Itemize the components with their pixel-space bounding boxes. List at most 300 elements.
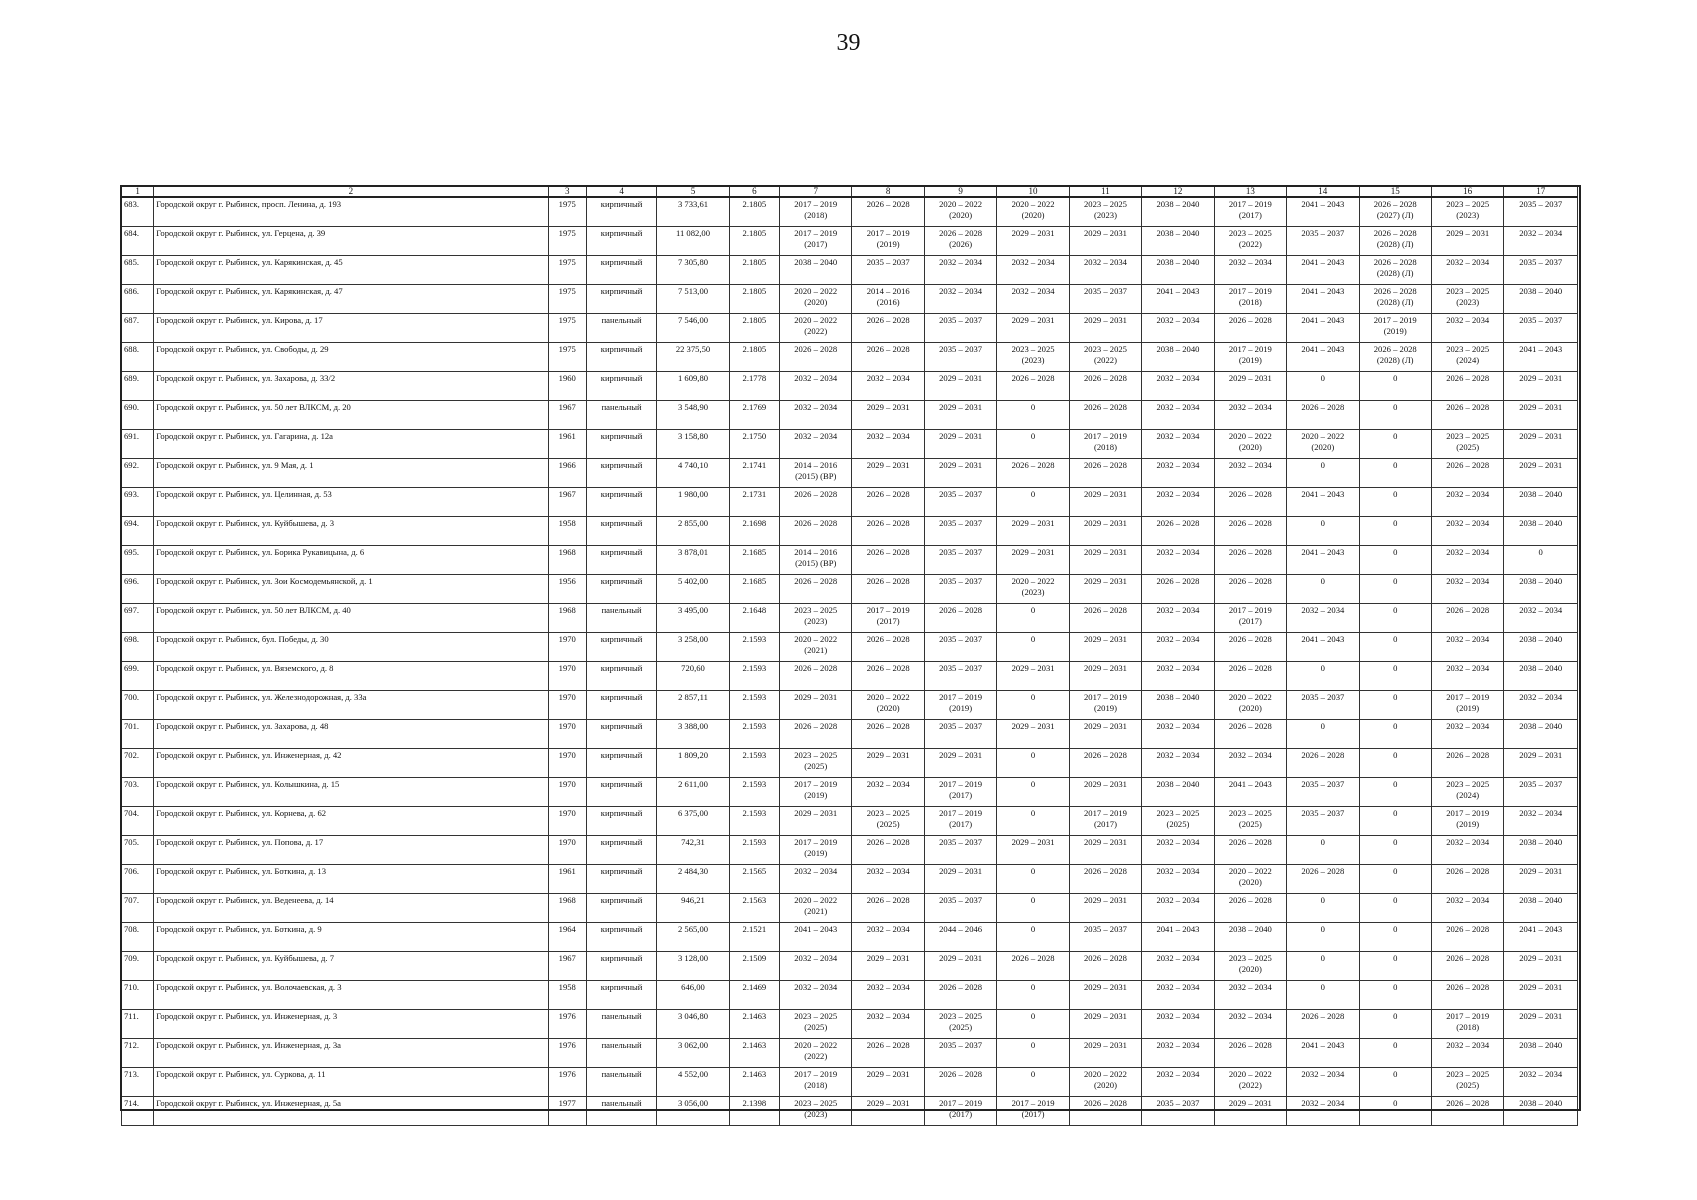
- col-14-cell: 2026 – 2028: [1287, 749, 1359, 778]
- row-number-cell: 704.: [122, 807, 154, 836]
- col-17-cell: 2038 – 2040: [1504, 488, 1578, 517]
- build-year-cell: 1958: [548, 517, 586, 546]
- col-7-cell: 2023 – 2025 (2025): [780, 1010, 852, 1039]
- col-15-cell: 0: [1359, 691, 1431, 720]
- col-10-cell: 0: [997, 1039, 1069, 1068]
- area-cell: 3 733,61: [657, 197, 729, 227]
- col-7-cell: 2023 – 2025 (2023): [780, 604, 852, 633]
- col-10-cell: 0: [997, 691, 1069, 720]
- col-16-cell: 2026 – 2028: [1431, 372, 1503, 401]
- col-8-cell: 2023 – 2025 (2025): [852, 807, 924, 836]
- col-11-cell: 2026 – 2028: [1069, 1097, 1141, 1126]
- col-13-cell: 2041 – 2043: [1214, 778, 1286, 807]
- col-7-cell: 2017 – 2019 (2017): [780, 227, 852, 256]
- col-16-cell: 2029 – 2031: [1431, 227, 1503, 256]
- address-cell: Городской округ г. Рыбинск, ул. Гагарина, д. 12а: [154, 430, 548, 459]
- build-year-cell: 1977: [548, 1097, 586, 1126]
- table-row: [122, 1068, 1578, 1097]
- area-cell: 7 305,80: [657, 256, 729, 285]
- col-12-cell: 2032 – 2034: [1142, 952, 1214, 981]
- col-7-cell: 2014 – 2016 (2015) (ВР): [780, 459, 852, 488]
- row-number-cell: 691.: [122, 430, 154, 459]
- col-7-cell: 2026 – 2028: [780, 343, 852, 372]
- col-8-cell: 2026 – 2028: [852, 197, 924, 227]
- table-row: [122, 517, 1578, 546]
- col-12-cell: 2041 – 2043: [1142, 923, 1214, 952]
- wall-material-cell: кирпичный: [586, 720, 656, 749]
- col-11-cell: 2029 – 2031: [1069, 575, 1141, 604]
- ranking-code-cell: 2.1805: [729, 227, 779, 256]
- col-15-cell: 0: [1359, 1010, 1431, 1039]
- build-year-cell: 1975: [548, 285, 586, 314]
- ranking-code-cell: 2.1805: [729, 343, 779, 372]
- col-9-cell: 2017 – 2019 (2019): [924, 691, 996, 720]
- build-year-cell: 1968: [548, 894, 586, 923]
- col-7-cell: 2023 – 2025 (2023): [780, 1097, 852, 1126]
- area-cell: 1 980,00: [657, 488, 729, 517]
- col-9-cell: 2035 – 2037: [924, 343, 996, 372]
- table-row: [122, 981, 1578, 1010]
- col-16-cell: 2032 – 2034: [1431, 314, 1503, 343]
- col-10-cell: 2029 – 2031: [997, 836, 1069, 865]
- col-11-cell: 2026 – 2028: [1069, 749, 1141, 778]
- col-12-cell: 2038 – 2040: [1142, 227, 1214, 256]
- address-cell: Городской округ г. Рыбинск, ул. Герцена, д. 39: [154, 227, 548, 256]
- wall-material-cell: кирпичный: [586, 372, 656, 401]
- col-17-cell: 2029 – 2031: [1504, 372, 1578, 401]
- col-10-cell: 2026 – 2028: [997, 372, 1069, 401]
- col-9-cell: 2029 – 2031: [924, 749, 996, 778]
- row-number-cell: 683.: [122, 197, 154, 227]
- wall-material-cell: кирпичный: [586, 256, 656, 285]
- col-11-cell: 2029 – 2031: [1069, 1010, 1141, 1039]
- col-16-cell: 2032 – 2034: [1431, 575, 1503, 604]
- col-9-cell: 2026 – 2028 (2026): [924, 227, 996, 256]
- col-15-cell: 0: [1359, 865, 1431, 894]
- ranking-code-cell: 2.1648: [729, 604, 779, 633]
- table-row: [122, 865, 1578, 894]
- area-cell: 3 388,00: [657, 720, 729, 749]
- table-row: [122, 256, 1578, 285]
- ranking-code-cell: 2.1593: [729, 633, 779, 662]
- col-14-cell: 2041 – 2043: [1287, 633, 1359, 662]
- col-9-cell: 2017 – 2019 (2017): [924, 807, 996, 836]
- col-12-cell: 2032 – 2034: [1142, 1068, 1214, 1097]
- col-7-cell: 2023 – 2025 (2025): [780, 749, 852, 778]
- col-11-cell: 2017 – 2019 (2018): [1069, 430, 1141, 459]
- col-14-cell: 0: [1287, 952, 1359, 981]
- column-header-1: 1: [122, 187, 154, 198]
- wall-material-cell: панельный: [586, 401, 656, 430]
- column-header-13: 13: [1214, 187, 1286, 198]
- address-cell: Городской округ г. Рыбинск, ул. Боткина, д. 9: [154, 923, 548, 952]
- ranking-code-cell: 2.1593: [729, 749, 779, 778]
- wall-material-cell: кирпичный: [586, 894, 656, 923]
- col-10-cell: 0: [997, 401, 1069, 430]
- col-16-cell: 2026 – 2028: [1431, 981, 1503, 1010]
- col-9-cell: 2023 – 2025 (2025): [924, 1010, 996, 1039]
- ranking-code-cell: 2.1398: [729, 1097, 779, 1126]
- col-17-cell: 2029 – 2031: [1504, 749, 1578, 778]
- col-15-cell: 0: [1359, 1068, 1431, 1097]
- address-cell: Городской округ г. Рыбинск, ул. 9 Мая, д. 1: [154, 459, 548, 488]
- address-cell: Городской округ г. Рыбинск, ул. Захарова, д. 48: [154, 720, 548, 749]
- wall-material-cell: кирпичный: [586, 836, 656, 865]
- col-17-cell: 2029 – 2031: [1504, 401, 1578, 430]
- col-9-cell: 2026 – 2028: [924, 981, 996, 1010]
- col-10-cell: 2032 – 2034: [997, 256, 1069, 285]
- col-17-cell: 2032 – 2034: [1504, 807, 1578, 836]
- col-12-cell: 2026 – 2028: [1142, 517, 1214, 546]
- col-14-cell: 2026 – 2028: [1287, 401, 1359, 430]
- area-cell: 646,00: [657, 981, 729, 1010]
- address-cell: Городской округ г. Рыбинск, ул. Веденеева, д. 14: [154, 894, 548, 923]
- ranking-code-cell: 2.1805: [729, 256, 779, 285]
- col-7-cell: 2038 – 2040: [780, 256, 852, 285]
- table-row: [122, 604, 1578, 633]
- ranking-code-cell: 2.1698: [729, 517, 779, 546]
- col-10-cell: 2029 – 2031: [997, 517, 1069, 546]
- col-7-cell: 2026 – 2028: [780, 517, 852, 546]
- col-12-cell: 2032 – 2034: [1142, 865, 1214, 894]
- col-13-cell: 2026 – 2028: [1214, 314, 1286, 343]
- address-cell: Городской округ г. Рыбинск, ул. Попова, д. 17: [154, 836, 548, 865]
- wall-material-cell: кирпичный: [586, 749, 656, 778]
- col-12-cell: 2041 – 2043: [1142, 285, 1214, 314]
- col-17-cell: 2038 – 2040: [1504, 633, 1578, 662]
- col-14-cell: 2035 – 2037: [1287, 227, 1359, 256]
- row-number-cell: 703.: [122, 778, 154, 807]
- table-row: [122, 894, 1578, 923]
- col-12-cell: 2032 – 2034: [1142, 662, 1214, 691]
- col-8-cell: 2026 – 2028: [852, 314, 924, 343]
- col-9-cell: 2020 – 2022 (2020): [924, 197, 996, 227]
- area-cell: 1 809,20: [657, 749, 729, 778]
- row-number-cell: 706.: [122, 865, 154, 894]
- table-header-row: [122, 187, 1578, 198]
- col-17-cell: 0: [1504, 546, 1578, 575]
- table-row: [122, 749, 1578, 778]
- col-7-cell: 2026 – 2028: [780, 488, 852, 517]
- col-13-cell: 2032 – 2034: [1214, 981, 1286, 1010]
- row-number-cell: 697.: [122, 604, 154, 633]
- col-8-cell: 2032 – 2034: [852, 865, 924, 894]
- col-13-cell: 2023 – 2025 (2022): [1214, 227, 1286, 256]
- wall-material-cell: кирпичный: [586, 343, 656, 372]
- col-13-cell: 2032 – 2034: [1214, 459, 1286, 488]
- col-9-cell: 2029 – 2031: [924, 952, 996, 981]
- table-row: [122, 430, 1578, 459]
- col-9-cell: 2029 – 2031: [924, 459, 996, 488]
- col-8-cell: 2029 – 2031: [852, 401, 924, 430]
- col-16-cell: 2032 – 2034: [1431, 256, 1503, 285]
- col-16-cell: 2032 – 2034: [1431, 836, 1503, 865]
- area-cell: 742,31: [657, 836, 729, 865]
- col-8-cell: 2026 – 2028: [852, 546, 924, 575]
- col-7-cell: 2017 – 2019 (2018): [780, 197, 852, 227]
- col-12-cell: 2032 – 2034: [1142, 749, 1214, 778]
- build-year-cell: 1975: [548, 314, 586, 343]
- col-10-cell: 2029 – 2031: [997, 314, 1069, 343]
- wall-material-cell: кирпичный: [586, 488, 656, 517]
- col-15-cell: 2026 – 2028 (2028) (Л): [1359, 343, 1431, 372]
- col-16-cell: 2032 – 2034: [1431, 894, 1503, 923]
- col-12-cell: 2032 – 2034: [1142, 372, 1214, 401]
- col-13-cell: 2017 – 2019 (2019): [1214, 343, 1286, 372]
- area-cell: 3 062,00: [657, 1039, 729, 1068]
- col-17-cell: 2038 – 2040: [1504, 1097, 1578, 1126]
- column-header-11: 11: [1069, 187, 1141, 198]
- col-8-cell: 2032 – 2034: [852, 778, 924, 807]
- col-13-cell: 2029 – 2031: [1214, 1097, 1286, 1126]
- col-12-cell: 2032 – 2034: [1142, 314, 1214, 343]
- col-13-cell: 2032 – 2034: [1214, 1010, 1286, 1039]
- table-row: [122, 227, 1578, 256]
- address-cell: Городской округ г. Рыбинск, ул. Вяземского, д. 8: [154, 662, 548, 691]
- col-10-cell: 0: [997, 923, 1069, 952]
- address-cell: Городской округ г. Рыбинск, ул. Суркова, д. 11: [154, 1068, 548, 1097]
- ranking-code-cell: 2.1565: [729, 865, 779, 894]
- area-cell: 2 611,00: [657, 778, 729, 807]
- ranking-code-cell: 2.1593: [729, 720, 779, 749]
- col-14-cell: 2041 – 2043: [1287, 314, 1359, 343]
- build-year-cell: 1970: [548, 836, 586, 865]
- col-17-cell: 2032 – 2034: [1504, 604, 1578, 633]
- ranking-code-cell: 2.1463: [729, 1068, 779, 1097]
- col-13-cell: 2029 – 2031: [1214, 372, 1286, 401]
- col-15-cell: 0: [1359, 430, 1431, 459]
- col-15-cell: 0: [1359, 894, 1431, 923]
- col-15-cell: 0: [1359, 1039, 1431, 1068]
- area-cell: 7 546,00: [657, 314, 729, 343]
- col-13-cell: 2026 – 2028: [1214, 575, 1286, 604]
- col-11-cell: 2029 – 2031: [1069, 488, 1141, 517]
- col-9-cell: 2029 – 2031: [924, 865, 996, 894]
- col-7-cell: 2014 – 2016 (2015) (ВР): [780, 546, 852, 575]
- col-8-cell: 2017 – 2019 (2017): [852, 604, 924, 633]
- area-cell: 2 855,00: [657, 517, 729, 546]
- wall-material-cell: панельный: [586, 314, 656, 343]
- row-number-cell: 713.: [122, 1068, 154, 1097]
- build-year-cell: 1976: [548, 1039, 586, 1068]
- build-year-cell: 1970: [548, 633, 586, 662]
- row-number-cell: 684.: [122, 227, 154, 256]
- col-11-cell: 2029 – 2031: [1069, 894, 1141, 923]
- col-10-cell: 2020 – 2022 (2023): [997, 575, 1069, 604]
- col-11-cell: 2029 – 2031: [1069, 546, 1141, 575]
- col-8-cell: 2032 – 2034: [852, 923, 924, 952]
- address-cell: Городской округ г. Рыбинск, ул. Свободы, д. 29: [154, 343, 548, 372]
- col-12-cell: 2038 – 2040: [1142, 256, 1214, 285]
- col-7-cell: 2020 – 2022 (2021): [780, 633, 852, 662]
- col-10-cell: 2029 – 2031: [997, 720, 1069, 749]
- col-7-cell: 2041 – 2043: [780, 923, 852, 952]
- col-14-cell: 2041 – 2043: [1287, 285, 1359, 314]
- col-15-cell: 0: [1359, 459, 1431, 488]
- row-number-cell: 689.: [122, 372, 154, 401]
- col-10-cell: 2023 – 2025 (2023): [997, 343, 1069, 372]
- col-15-cell: 0: [1359, 575, 1431, 604]
- col-9-cell: 2032 – 2034: [924, 256, 996, 285]
- col-11-cell: 2035 – 2037: [1069, 285, 1141, 314]
- address-cell: Городской округ г. Рыбинск, ул. 50 лет ВЛКСМ, д. 20: [154, 401, 548, 430]
- col-8-cell: 2026 – 2028: [852, 343, 924, 372]
- wall-material-cell: кирпичный: [586, 662, 656, 691]
- col-10-cell: 0: [997, 1068, 1069, 1097]
- area-cell: 6 375,00: [657, 807, 729, 836]
- ranking-code-cell: 2.1731: [729, 488, 779, 517]
- col-13-cell: 2017 – 2019 (2017): [1214, 197, 1286, 227]
- col-8-cell: 2035 – 2037: [852, 256, 924, 285]
- col-15-cell: 0: [1359, 633, 1431, 662]
- col-16-cell: 2017 – 2019 (2019): [1431, 691, 1503, 720]
- housing-repair-schedule-table: [121, 186, 1578, 1126]
- area-cell: 7 513,00: [657, 285, 729, 314]
- col-14-cell: 2041 – 2043: [1287, 197, 1359, 227]
- table-row: [122, 807, 1578, 836]
- col-12-cell: 2026 – 2028: [1142, 575, 1214, 604]
- col-9-cell: 2017 – 2019 (2017): [924, 778, 996, 807]
- col-11-cell: 2029 – 2031: [1069, 517, 1141, 546]
- col-14-cell: 0: [1287, 517, 1359, 546]
- column-header-17: 17: [1504, 187, 1578, 198]
- col-10-cell: 0: [997, 807, 1069, 836]
- row-number-cell: 690.: [122, 401, 154, 430]
- col-16-cell: 2032 – 2034: [1431, 633, 1503, 662]
- table-row: [122, 459, 1578, 488]
- wall-material-cell: кирпичный: [586, 546, 656, 575]
- col-8-cell: 2026 – 2028: [852, 662, 924, 691]
- row-number-cell: 695.: [122, 546, 154, 575]
- col-13-cell: 2026 – 2028: [1214, 633, 1286, 662]
- address-cell: Городской округ г. Рыбинск, ул. Инженерная, д. 42: [154, 749, 548, 778]
- ranking-code-cell: 2.1563: [729, 894, 779, 923]
- col-14-cell: 2035 – 2037: [1287, 778, 1359, 807]
- row-number-cell: 693.: [122, 488, 154, 517]
- col-16-cell: 2023 – 2025 (2023): [1431, 285, 1503, 314]
- col-8-cell: 2026 – 2028: [852, 720, 924, 749]
- col-16-cell: 2026 – 2028: [1431, 865, 1503, 894]
- col-16-cell: 2017 – 2019 (2018): [1431, 1010, 1503, 1039]
- wall-material-cell: кирпичный: [586, 197, 656, 227]
- row-number-cell: 709.: [122, 952, 154, 981]
- col-11-cell: 2029 – 2031: [1069, 314, 1141, 343]
- col-15-cell: 0: [1359, 952, 1431, 981]
- col-7-cell: 2020 – 2022 (2020): [780, 285, 852, 314]
- address-cell: Городской округ г. Рыбинск, ул. Инженерная, д. 5а: [154, 1097, 548, 1126]
- build-year-cell: 1967: [548, 488, 586, 517]
- col-16-cell: 2026 – 2028: [1431, 749, 1503, 778]
- col-10-cell: 2029 – 2031: [997, 227, 1069, 256]
- address-cell: Городской округ г. Рыбинск, ул. Куйбышева, д. 7: [154, 952, 548, 981]
- col-15-cell: 0: [1359, 517, 1431, 546]
- build-year-cell: 1964: [548, 923, 586, 952]
- build-year-cell: 1968: [548, 546, 586, 575]
- col-14-cell: 2041 – 2043: [1287, 256, 1359, 285]
- table-row: [122, 1010, 1578, 1039]
- column-header-16: 16: [1431, 187, 1503, 198]
- area-cell: 3 878,01: [657, 546, 729, 575]
- col-10-cell: 0: [997, 894, 1069, 923]
- col-16-cell: 2023 – 2025 (2024): [1431, 343, 1503, 372]
- col-16-cell: 2023 – 2025 (2024): [1431, 778, 1503, 807]
- col-10-cell: 0: [997, 778, 1069, 807]
- wall-material-cell: кирпичный: [586, 430, 656, 459]
- col-14-cell: 2032 – 2034: [1287, 1068, 1359, 1097]
- area-cell: 2 484,30: [657, 865, 729, 894]
- col-11-cell: 2026 – 2028: [1069, 865, 1141, 894]
- address-cell: Городской округ г. Рыбинск, ул. Инженерная, д. 3: [154, 1010, 548, 1039]
- col-16-cell: 2017 – 2019 (2019): [1431, 807, 1503, 836]
- table-row: [122, 575, 1578, 604]
- col-8-cell: 2032 – 2034: [852, 430, 924, 459]
- col-12-cell: 2032 – 2034: [1142, 459, 1214, 488]
- wall-material-cell: кирпичный: [586, 633, 656, 662]
- build-year-cell: 1970: [548, 778, 586, 807]
- col-16-cell: 2026 – 2028: [1431, 459, 1503, 488]
- col-13-cell: 2026 – 2028: [1214, 662, 1286, 691]
- address-cell: Городской округ г. Рыбинск, ул. Корнева, д. 62: [154, 807, 548, 836]
- address-cell: Городской округ г. Рыбинск, ул. Карякинская, д. 45: [154, 256, 548, 285]
- area-cell: 946,21: [657, 894, 729, 923]
- col-13-cell: 2023 – 2025 (2020): [1214, 952, 1286, 981]
- build-year-cell: 1975: [548, 227, 586, 256]
- col-13-cell: 2020 – 2022 (2022): [1214, 1068, 1286, 1097]
- col-13-cell: 2026 – 2028: [1214, 488, 1286, 517]
- col-12-cell: 2038 – 2040: [1142, 691, 1214, 720]
- ranking-code-cell: 2.1593: [729, 691, 779, 720]
- col-13-cell: 2017 – 2019 (2017): [1214, 604, 1286, 633]
- row-number-cell: 698.: [122, 633, 154, 662]
- build-year-cell: 1970: [548, 662, 586, 691]
- col-7-cell: 2020 – 2022 (2022): [780, 314, 852, 343]
- table-row: [122, 546, 1578, 575]
- col-15-cell: 0: [1359, 981, 1431, 1010]
- col-7-cell: 2032 – 2034: [780, 401, 852, 430]
- address-cell: Городской округ г. Рыбинск, ул. Колышкина, д. 15: [154, 778, 548, 807]
- row-number-cell: 692.: [122, 459, 154, 488]
- col-8-cell: 2026 – 2028: [852, 1039, 924, 1068]
- col-14-cell: 2032 – 2034: [1287, 1097, 1359, 1126]
- ranking-code-cell: 2.1593: [729, 778, 779, 807]
- wall-material-cell: кирпичный: [586, 807, 656, 836]
- col-10-cell: 0: [997, 749, 1069, 778]
- col-7-cell: 2026 – 2028: [780, 662, 852, 691]
- col-15-cell: 2026 – 2028 (2028) (Л): [1359, 227, 1431, 256]
- row-number-cell: 688.: [122, 343, 154, 372]
- col-15-cell: 0: [1359, 662, 1431, 691]
- col-7-cell: 2020 – 2022 (2022): [780, 1039, 852, 1068]
- col-14-cell: 0: [1287, 662, 1359, 691]
- col-12-cell: 2032 – 2034: [1142, 894, 1214, 923]
- row-number-cell: 699.: [122, 662, 154, 691]
- col-7-cell: 2032 – 2034: [780, 430, 852, 459]
- col-16-cell: 2026 – 2028: [1431, 401, 1503, 430]
- col-17-cell: 2029 – 2031: [1504, 952, 1578, 981]
- col-10-cell: 0: [997, 865, 1069, 894]
- col-7-cell: 2020 – 2022 (2021): [780, 894, 852, 923]
- col-7-cell: 2029 – 2031: [780, 807, 852, 836]
- area-cell: 22 375,50: [657, 343, 729, 372]
- col-16-cell: 2026 – 2028: [1431, 923, 1503, 952]
- col-17-cell: 2029 – 2031: [1504, 981, 1578, 1010]
- wall-material-cell: кирпичный: [586, 923, 656, 952]
- col-7-cell: 2029 – 2031: [780, 691, 852, 720]
- col-13-cell: 2032 – 2034: [1214, 749, 1286, 778]
- col-11-cell: 2029 – 2031: [1069, 1039, 1141, 1068]
- row-number-cell: 687.: [122, 314, 154, 343]
- col-15-cell: 2017 – 2019 (2019): [1359, 314, 1431, 343]
